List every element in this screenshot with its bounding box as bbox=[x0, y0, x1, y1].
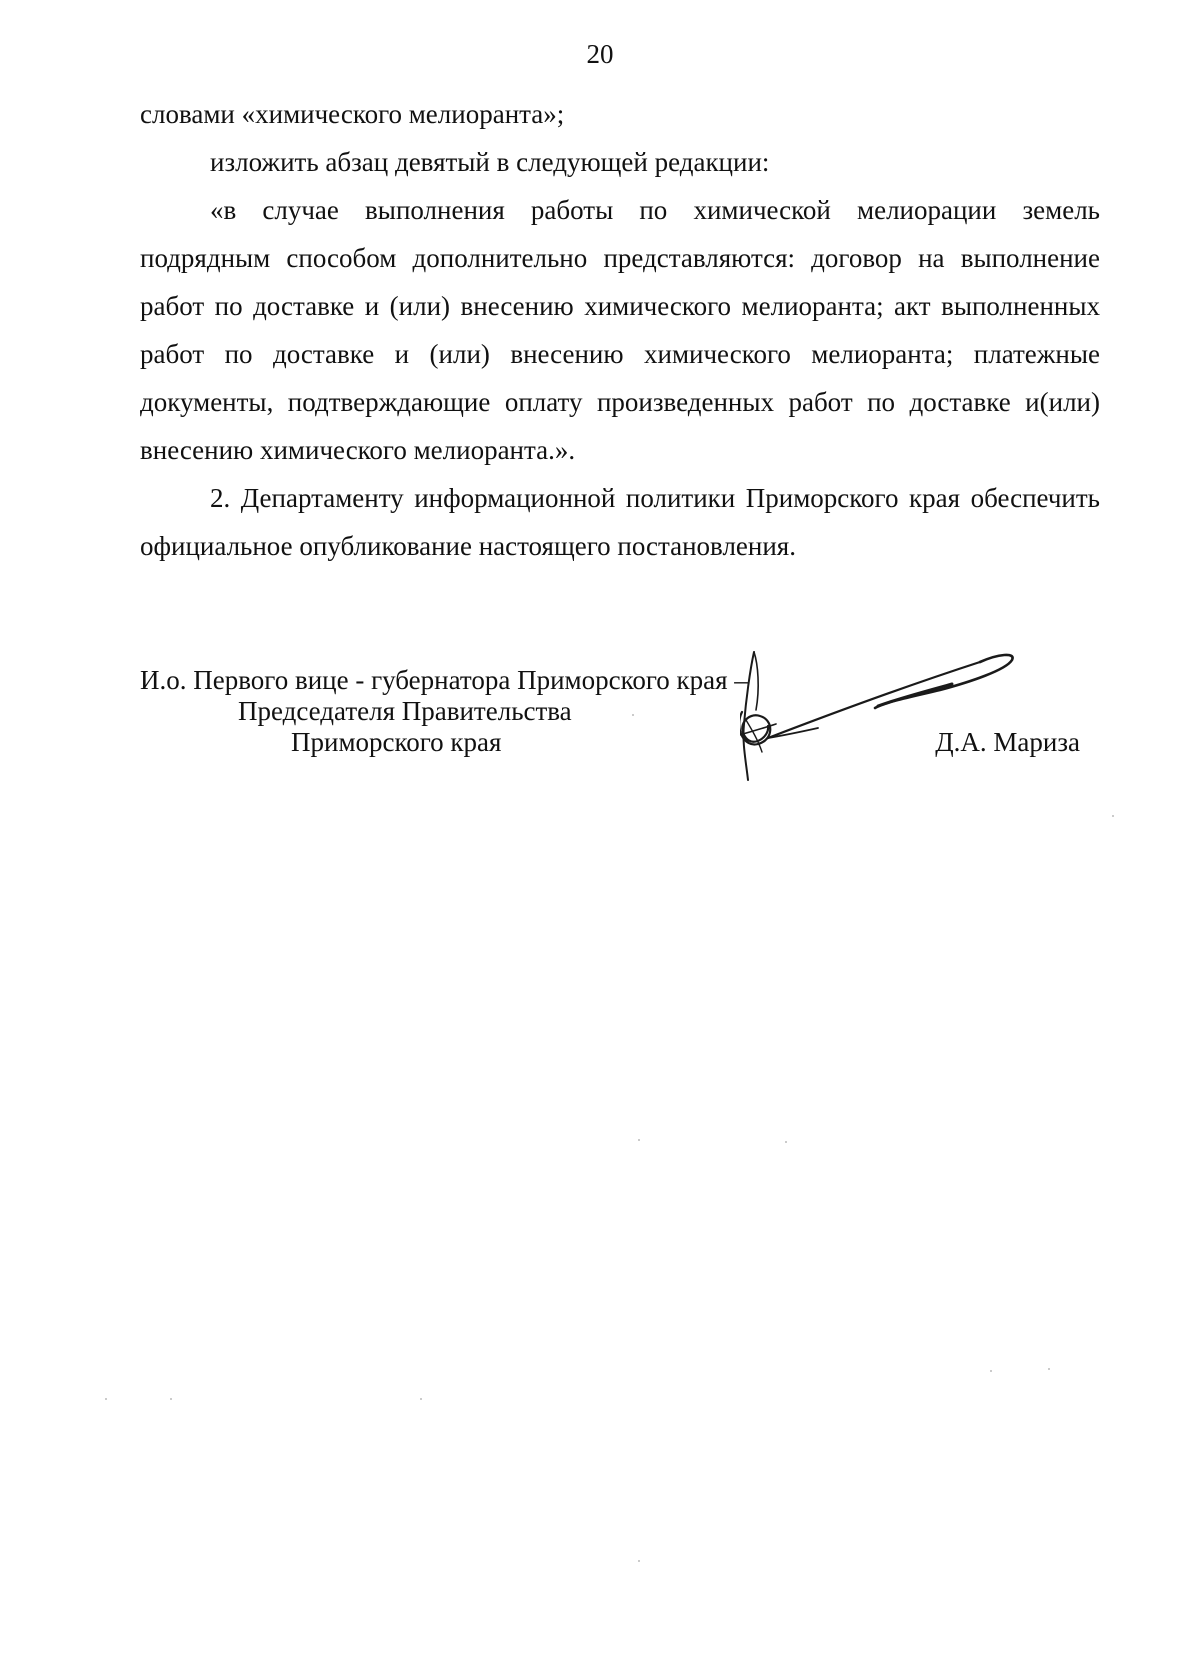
scan-speck bbox=[990, 1370, 992, 1372]
scan-speck bbox=[1048, 1368, 1050, 1370]
signer-name: Д.А. Мариза bbox=[935, 727, 1080, 757]
signer-title-line-2: Председателя Правительства bbox=[238, 696, 572, 726]
paragraph-amendment-instruction: изложить абзац девятый в следующей редакции: bbox=[210, 147, 770, 177]
scan-speck bbox=[170, 1398, 172, 1400]
scan-speck bbox=[638, 1560, 640, 1562]
signer-title-line-3: Приморского края bbox=[291, 727, 502, 757]
scan-speck bbox=[638, 1139, 640, 1141]
scan-speck bbox=[420, 1398, 422, 1400]
signer-title-line-1: И.о. Первого вице - губернатора Приморского края – bbox=[140, 665, 748, 695]
paragraph-publication-clause: 2. Департаменту информационной политики Приморского края обеспечить официальное опубликование настоящего постановления. bbox=[140, 483, 1100, 561]
paragraph-amendment-text: «в случае выполнения работы по химической мелиорации земель подрядным способом дополнительно представляются: договор на выполнение работ по доставке и (или) внесению химического мелиоранта; акт выполненных работ по доставке и (или) внесению химического мелиоранта; платежные документы, подтверждающие оплату произведенных работ по доставке и(или) внесению химического мелиоранта.». bbox=[140, 195, 1100, 465]
scan-speck bbox=[785, 1141, 787, 1143]
scan-speck bbox=[632, 714, 634, 716]
scan-speck bbox=[1112, 815, 1114, 817]
page-number: 20 bbox=[586, 39, 614, 69]
scan-speck bbox=[105, 1398, 107, 1400]
handwritten-signature bbox=[740, 640, 1040, 790]
paragraph-continuation: словами «химического мелиоранта»; bbox=[140, 99, 565, 129]
document-body bbox=[140, 90, 1100, 570]
